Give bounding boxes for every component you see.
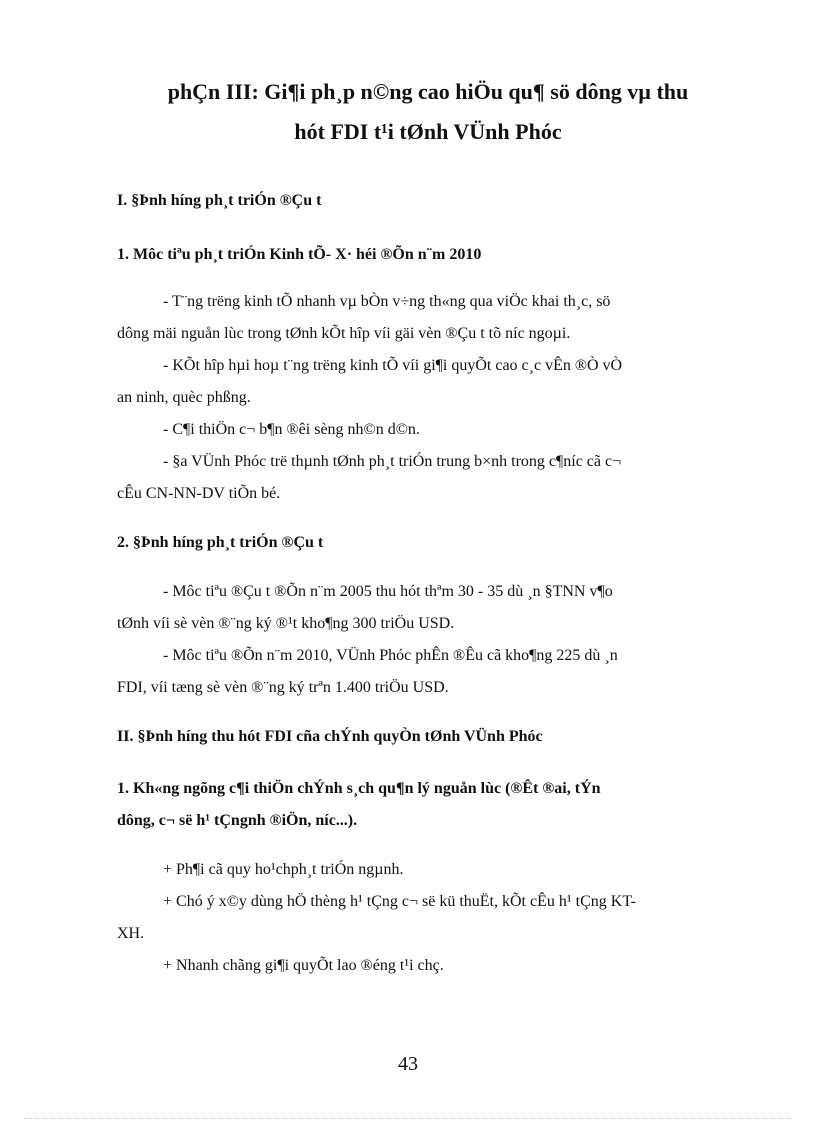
list-item-line: XH. (117, 925, 145, 942)
paragraph (117, 414, 741, 446)
page-number: 43 (398, 1053, 418, 1075)
paragraph (117, 576, 741, 640)
list-item (117, 886, 741, 950)
list-item-line: + Ph¶i cã quy ho¹chph¸t triÓn ngµnh. (163, 861, 404, 878)
paragraph-line: - Môc tiªu ®Õn n¨m 2010, VÜnh Phóc phÊn ®Êu cã kho¶ng 225 dù ¸n (163, 647, 618, 664)
paragraph (117, 286, 741, 350)
subsection-1-2-heading: 2. §Þnh híng ph¸t triÓn ®Çu t (117, 534, 324, 551)
paragraph-line: - Môc tiªu ®Çu t ®Õn n¨m 2005 thu hót thªm 30 - 35 dù ¸n §TNN v¶o (163, 583, 613, 600)
paragraph-line: an ninh, quèc phßng. (117, 389, 251, 406)
subsection-1-1-heading: 1. Môc tiªu ph¸t triÓn Kinh tÕ- X· héi ®Õn n¨m 2010 (117, 246, 482, 263)
page-title-line-1: phÇn III: Gi¶i ph¸p n©ng cao hiÖu qu¶ sö dông vµ thu (167, 79, 689, 104)
page-bottom-rule (24, 1118, 792, 1119)
paragraph-line: - C¶i thiÖn c¬ b¶n ®êi sèng nh©n d©n. (163, 421, 420, 438)
paragraph (117, 350, 741, 414)
list-item (117, 854, 741, 886)
paragraph-line: - KÕt hîp hµi hoµ t¨ng trëng kinh tÕ víi gi¶i quyÕt cao c¸c vÊn ®Ò vÒ (163, 357, 623, 374)
list-item-line: + Chó ý x©y dùng hÖ thèng h¹ tÇng c¬ së kü thuËt, kÕt cÊu h¹ tÇng KT- (163, 893, 636, 910)
paragraph-line: - §a VÜnh Phóc trë thµnh tØnh ph¸t triÓn trung b×nh trong c¶níc cã c¬ (163, 453, 622, 470)
paragraph-line: cÊu CN-NN-DV tiÕn bé. (117, 485, 281, 502)
paragraph (117, 446, 741, 510)
paragraph-line: tØnh víi sè vèn ®¨ng ký ®¹t kho¶ng 300 triÖu USD. (117, 615, 455, 632)
section-1-heading: I. §Þnh híng ph¸t triÓn ®Çu t (117, 192, 322, 209)
page-title-line-2: hót FDI t¹i tØnh VÜnh Phóc (294, 119, 562, 144)
section-2-heading: II. §Þnh híng thu hót FDI cña chÝnh quyÒn tØnh VÜnh Phóc (117, 728, 543, 745)
paragraph-line: FDI, víi tæng sè vèn ®¨ng ký trªn 1.400 triÖu USD. (117, 679, 449, 696)
list-item (117, 950, 741, 982)
paragraph-line: dông mäi nguån lùc trong tØnh kÕt hîp víi gäi vèn ®Çu t tõ níc ngoµi. (117, 325, 571, 342)
subsection-2-1-heading-line-2: dông, c¬ së h¹ tÇngnh ®iÖn, níc...). (117, 812, 358, 829)
list-item-line: + Nhanh chãng gi¶i quyÕt lao ®éng t¹i chç. (163, 957, 444, 974)
subsection-2-1-heading-line-1: 1. Kh«ng ngõng c¶i thiÖn chÝnh s¸ch qu¶n lý nguån lùc (®Êt ®ai, tÝn (117, 780, 601, 797)
paragraph (117, 640, 741, 704)
paragraph-line: - T¨ng trëng kinh tÕ nhanh vµ bÒn v÷ng th«ng qua viÖc khai th¸c, sö (163, 293, 611, 310)
